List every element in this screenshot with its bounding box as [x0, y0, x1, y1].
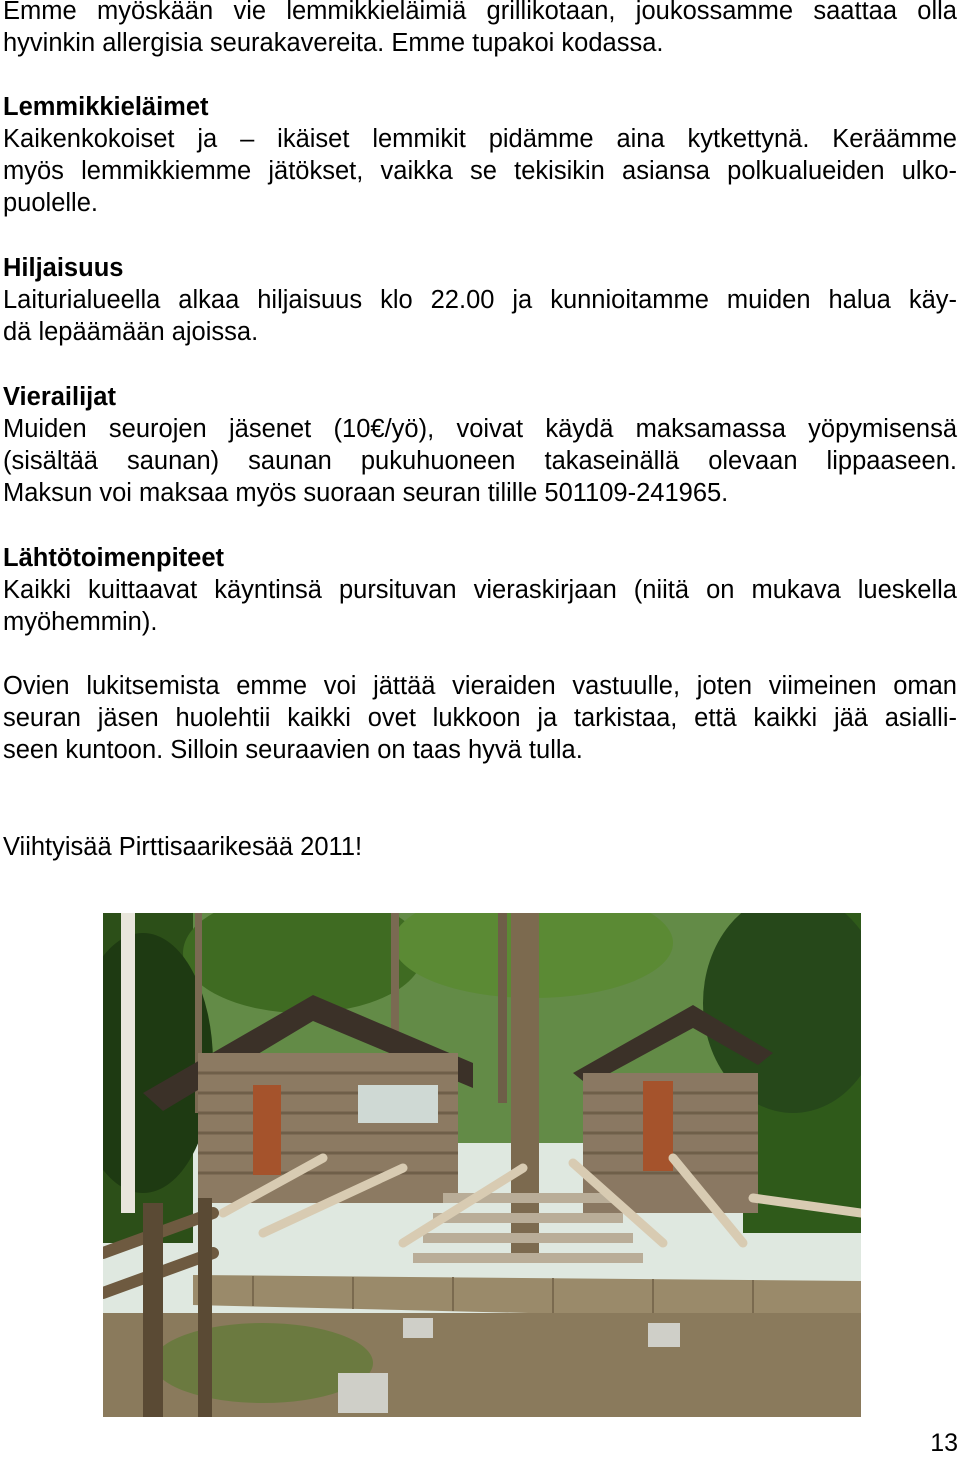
visitors-heading: Vierailijat [3, 383, 116, 411]
photo-cabin-left [198, 1053, 458, 1203]
intro-paragraph [3, 0, 957, 59]
visitors-line: Muiden seurojen jäsenet (10€/yö), voivat käydä maksamassa yöpymisensä [3, 415, 957, 443]
departure-line: Kaikki kuittaavat käyntinsä pursituvan vieraskirjaan (niitä on mukava lueskella [3, 576, 957, 604]
visitors-section [3, 381, 957, 509]
locking-paragraph [3, 670, 957, 766]
quiet-line: Laiturialueella alkaa hiljaisuus klo 22.00 ja kunnioitamme muiden halua käy- [3, 286, 957, 314]
intro-line: Emme myöskään vie lemmikkieläimiä grillikotaan, joukossamme saattaa olla [3, 0, 957, 25]
page-number: 13 [930, 1429, 958, 1457]
quiet-line: dä lepäämään ajoissa. [3, 318, 259, 346]
pets-section [3, 91, 957, 219]
quiet-section [3, 252, 957, 348]
departure-heading: Lähtötoimenpiteet [3, 544, 224, 572]
closing-text: Viihtyisää Pirttisaarikesää 2011! [3, 833, 363, 861]
locking-line: seuran jäsen huolehtii kaikki ovet lukkoon ja tarkistaa, että kaikki jää asialli- [3, 704, 957, 732]
locking-line: Ovien lukitsemista emme voi jättää vieraiden vastuulle, joten viimeinen oman [3, 672, 957, 700]
pets-line: puolelle. [3, 189, 98, 217]
closing-line [3, 831, 957, 863]
visitors-line: (sisältää saunan) saunan pukuhuoneen takaseinällä olevaan lippaaseen. [3, 447, 957, 475]
departure-line: myöhemmin). [3, 608, 158, 636]
visitors-line: Maksun voi maksaa myös suoraan seuran tilille 501109-241965. [3, 479, 729, 507]
intro-line: hyvinkin allergisia seurakavereita. Emme tupakoi kodassa. [3, 29, 664, 57]
departure-section [3, 542, 957, 638]
pets-line: Kaikenkokoiset ja – ikäiset lemmikit pidämme aina kytkettynä. Keräämme [3, 125, 957, 153]
pets-line: myös lemmikkiemme jätökset, vaikka se tekisikin asiansa polkualueiden ulko- [3, 157, 957, 185]
quiet-heading: Hiljaisuus [3, 254, 124, 282]
sauna-cabin-photo [103, 913, 861, 1417]
locking-line: seen kuntoon. Silloin seuraavien on taas hyvä tulla. [3, 736, 583, 764]
pets-heading: Lemmikkieläimet [3, 93, 209, 121]
